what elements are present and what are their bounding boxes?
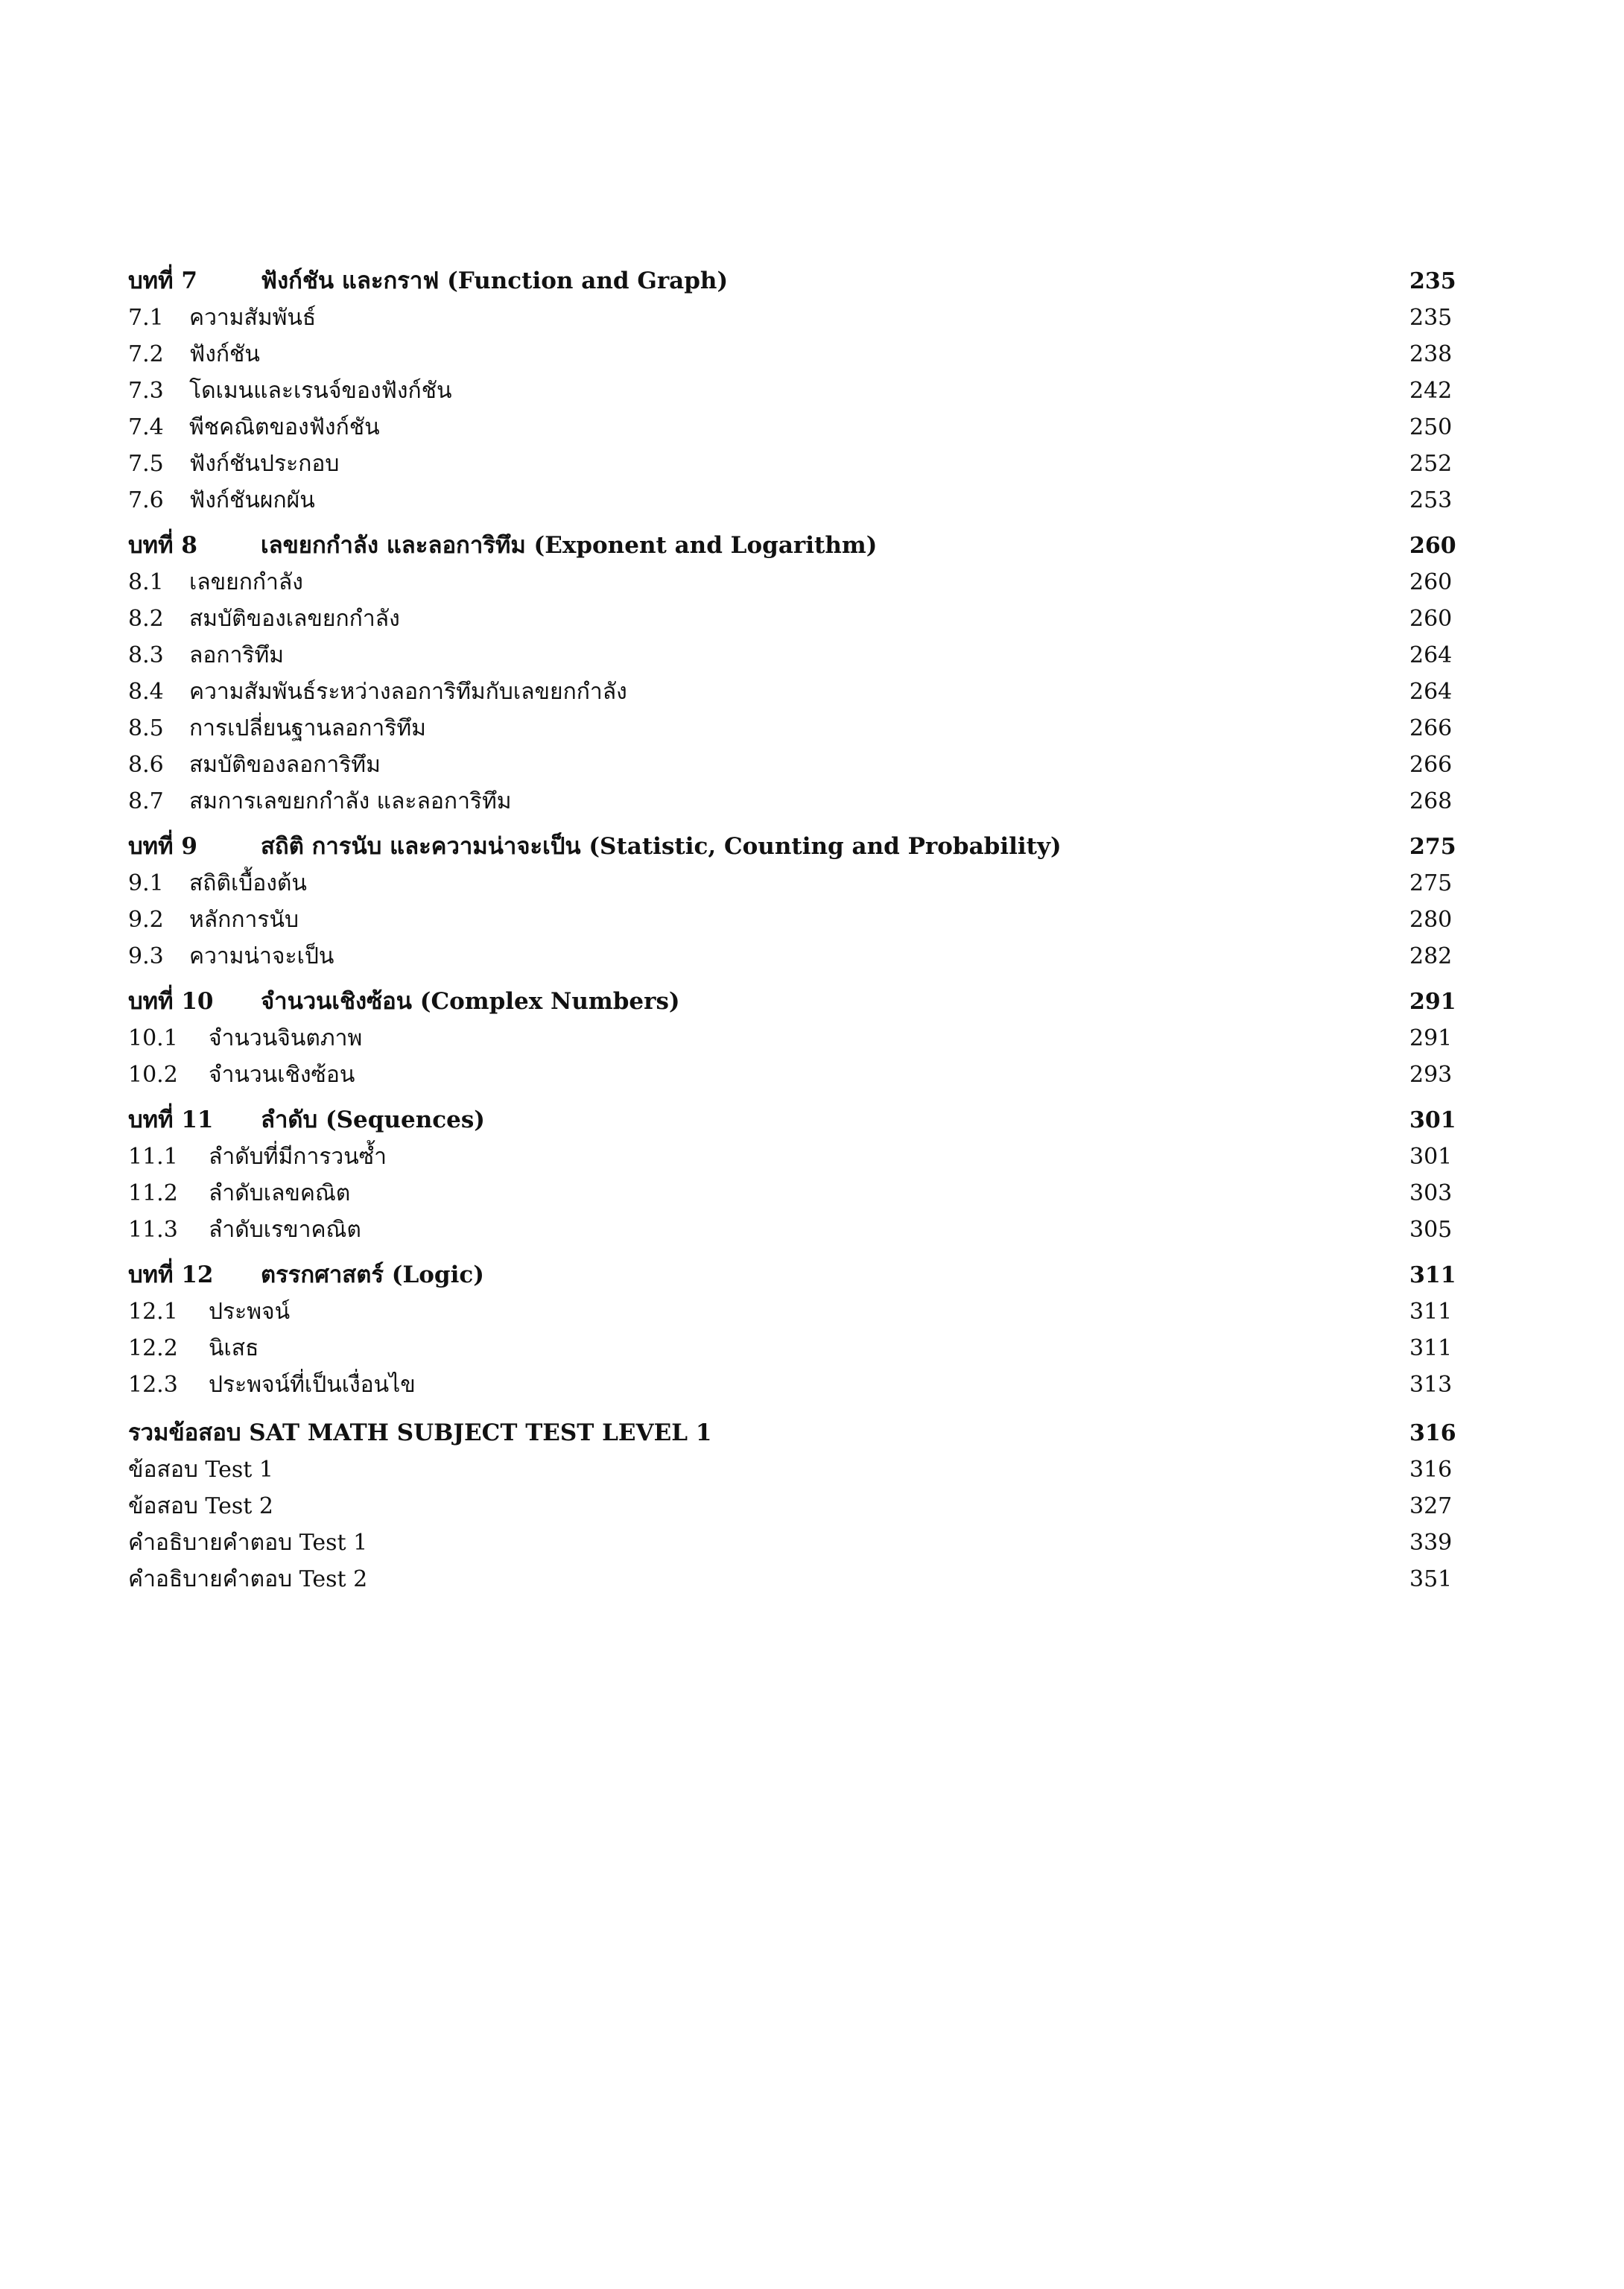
toc-entry-title: สมบัติของลอการิทึม [189,752,381,778]
toc-entry-label [128,1064,1409,1086]
toc-chapter-row[interactable] [128,1261,1499,1288]
toc-entry-title: สถิติเบื้องต้น [189,870,307,896]
toc-entry-title: ประพจน์ [209,1299,291,1325]
toc-entry-number: บทที่ 10 [128,988,214,1015]
toc-entry-number: 7.6 [128,487,164,513]
toc-entry-title: ข้อสอบ Test 2 [128,1493,273,1519]
toc-entry-title: สถิติ การนับ และความน่าจะเป็น (Statistic, Counting and Probability) [261,833,1062,860]
toc-entry-number: 12.1 [128,1299,178,1325]
toc-entry-label [128,1459,1409,1481]
toc-section-row[interactable] [128,1025,1499,1051]
toc-chapter-row[interactable] [128,267,1499,294]
toc-entry-page-number: 266 [1409,752,1453,778]
toc-entry-page-number: 260 [1409,533,1456,559]
toc-plain-row[interactable] [128,1568,1499,1591]
toc-entry-title: คำอธิบายคำตอบ Test 1 [128,1530,368,1556]
toc-entry-label [128,307,1409,329]
toc-entry-number: 11.2 [128,1180,178,1206]
toc-entry-page-number: 301 [1409,1144,1453,1170]
toc-entry-number: 10.2 [128,1062,178,1088]
toc-entry-title: ตรรกศาสตร์ (Logic) [261,1261,484,1288]
toc-entry-page-number: 280 [1409,907,1453,933]
toc-entry-page-number: 311 [1409,1299,1453,1325]
toc-entry-label [128,1419,1409,1446]
toc-entry-number: 12.2 [128,1335,178,1361]
toc-entry-number: 8.2 [128,606,164,632]
toc-chapter-row[interactable] [128,1106,1499,1133]
toc-entry-label [128,870,1409,896]
toc-entry-page-number: 339 [1409,1530,1453,1556]
toc-section-row[interactable] [128,715,1499,741]
toc-entry-page-number: 313 [1409,1372,1453,1398]
toc-section-row[interactable] [128,943,1499,969]
toc-entry-title: จำนวนเชิงซ้อน [209,1062,355,1088]
toc-entry-number: 8.1 [128,569,164,595]
toc-section-row[interactable] [128,414,1499,440]
toc-entry-number: 10.1 [128,1025,178,1051]
toc-entry-page-number: 268 [1409,788,1453,814]
toc-entry-label [128,909,1409,931]
toc-entry-label [128,1146,1409,1168]
toc-entry-title: ความน่าจะเป็น [189,943,334,969]
toc-entry-number: 12.3 [128,1372,178,1398]
toc-entry-number: บทที่ 8 [128,532,197,559]
toc-entry-label [128,1568,1409,1591]
toc-entry-page-number: 253 [1409,487,1453,513]
toc-section-row[interactable] [128,1219,1499,1241]
toc-entry-title: ฟังก์ชันประกอบ [189,451,340,477]
toc-entry-label [128,534,1409,557]
toc-entry-label [128,380,1409,402]
toc-entry-label [128,569,1409,595]
toc-entry-page-number: 252 [1409,451,1453,477]
toc-entry-label [128,453,1409,475]
toc-section-row[interactable] [128,1337,1499,1360]
table-of-contents [128,267,1499,1592]
toc-entry-label [128,1532,1409,1554]
toc-entry-title: จำนวนเชิงซ้อน (Complex Numbers) [261,988,680,1015]
toc-entry-number: 9.2 [128,907,164,933]
toc-entry-title: ความสัมพันธ์ [189,305,317,331]
toc-entry-title: นิเสธ [209,1335,259,1361]
toc-entry-title: โดเมนและเรนจ์ของฟังก์ชัน [189,378,452,404]
toc-entry-number: 8.3 [128,642,164,668]
toc-entry-title: พีชคณิตของฟังก์ชัน [189,414,380,440]
toc-section-row[interactable] [128,307,1499,329]
toc-section-row[interactable] [128,642,1499,668]
toc-section-row[interactable] [128,343,1499,366]
toc-section-row[interactable] [128,453,1499,475]
toc-entry-label [128,1261,1409,1288]
toc-entry-page-number: 291 [1409,989,1456,1015]
toc-entry-title: สมการเลขยกกำลัง และลอการิทึม [189,788,512,814]
toc-entry-page-number: 260 [1409,569,1453,595]
toc-entry-page-number: 242 [1409,378,1453,404]
toc-plain-row[interactable] [128,1459,1499,1481]
toc-section-row[interactable] [128,754,1499,776]
toc-chapter-row[interactable] [128,835,1499,858]
toc-section-row[interactable] [128,1301,1499,1323]
toc-entry-number: บทที่ 11 [128,1106,214,1133]
toc-entry-number: 9.1 [128,870,164,896]
toc-plain-row[interactable] [128,1495,1499,1518]
toc-section-row[interactable] [128,1146,1499,1168]
toc-entry-page-number: 291 [1409,1025,1453,1051]
toc-entry-page-number: 264 [1409,642,1453,668]
toc-entry-title: ลำดับเลขคณิต [209,1180,351,1206]
toc-entry-number: 7.2 [128,341,164,367]
toc-entry-title: ลำดับ (Sequences) [261,1106,485,1133]
toc-entry-label [128,1219,1409,1241]
toc-entry-title: ลอการิทึม [189,642,285,668]
toc-entry-page-number: 266 [1409,715,1453,741]
toc-entry-title: คำอธิบายคำตอบ Test 2 [128,1566,368,1592]
toc-entry-label [128,642,1409,668]
toc-entry-page-number: 301 [1409,1107,1456,1133]
toc-entry-number: บทที่ 7 [128,267,197,294]
toc-entry-title: ลำดับที่มีการวนซ้ำ [209,1144,387,1170]
toc-entry-number: 11.3 [128,1217,178,1243]
toc-entry-number: 7.4 [128,414,164,440]
toc-entry-number: บทที่ 12 [128,1261,214,1288]
toc-entry-title: สมบัติของเลขยกกำลัง [189,606,400,632]
toc-entry-page-number: 238 [1409,341,1453,367]
toc-entry-label [128,943,1409,969]
toc-entry-label [128,1025,1409,1051]
toc-entry-page-number: 311 [1409,1262,1456,1288]
toc-chapter-row[interactable] [128,534,1499,557]
toc-section-row[interactable] [128,1180,1499,1206]
toc-entry-page-number: 260 [1409,606,1453,632]
toc-appendix-row[interactable] [128,1419,1499,1446]
toc-entry-title: จำนวนจินตภาพ [209,1025,363,1051]
toc-entry-label [128,754,1409,776]
toc-entry-page-number: 235 [1409,305,1453,331]
toc-entry-title: ฟังก์ชัน [189,341,260,367]
toc-entry-page-number: 250 [1409,414,1453,440]
toc-entry-label [128,267,1409,294]
toc-plain-row[interactable] [128,1532,1499,1554]
toc-entry-label [128,487,1409,513]
toc-entry-title: ลำดับเรขาคณิต [209,1217,361,1243]
toc-entry-page-number: 303 [1409,1180,1453,1206]
toc-entry-number: 7.3 [128,378,164,404]
toc-section-row[interactable] [128,1064,1499,1086]
toc-entry-title: ความสัมพันธ์ระหว่างลอการิทึมกับเลขยกกำลัง [189,679,627,705]
toc-entry-label [128,1495,1409,1518]
toc-section-row[interactable] [128,909,1499,931]
toc-entry-title: เลขยกกำลัง และลอการิทึม (Exponent and Logarithm) [261,532,878,559]
toc-entry-label [128,608,1409,630]
toc-entry-page-number: 282 [1409,943,1453,969]
toc-entry-label [128,681,1409,703]
toc-entry-page-number: 275 [1409,870,1453,896]
toc-entry-number: 7.5 [128,451,164,477]
toc-entry-label [128,788,1409,814]
toc-entry-label [128,835,1409,858]
toc-entry-page-number: 293 [1409,1062,1453,1088]
toc-entry-number: 8.5 [128,715,164,741]
toc-entry-label [128,1374,1409,1396]
toc-entry-title: เลขยกกำลัง [189,569,303,595]
toc-entry-title: การเปลี่ยนฐานลอการิทึม [189,715,426,741]
toc-entry-label [128,1180,1409,1206]
toc-entry-label [128,1337,1409,1360]
toc-entry-number: 9.3 [128,943,164,969]
toc-entry-page-number: 305 [1409,1217,1453,1243]
toc-entry-number: บทที่ 9 [128,833,197,860]
toc-section-row[interactable] [128,681,1499,703]
toc-entry-page-number: 311 [1409,1335,1453,1361]
toc-chapter-row[interactable] [128,990,1499,1013]
toc-section-row[interactable] [128,870,1499,896]
toc-entry-label [128,414,1409,440]
toc-section-row[interactable] [128,487,1499,513]
toc-entry-title: ข้อสอบ Test 1 [128,1457,273,1483]
toc-entry-page-number: 264 [1409,679,1453,705]
toc-entry-number: 7.1 [128,305,164,331]
toc-entry-number: 8.4 [128,679,164,705]
toc-entry-page-number: 275 [1409,834,1456,860]
toc-entry-page-number: 351 [1409,1566,1453,1592]
toc-entry-page-number: 235 [1409,268,1456,294]
toc-entry-number: 11.1 [128,1144,178,1170]
toc-entry-page-number: 316 [1409,1457,1453,1483]
toc-entry-label [128,1106,1409,1133]
toc-entry-label [128,343,1409,366]
toc-entry-number: 8.7 [128,788,164,814]
toc-entry-title: หลักการนับ [189,907,299,933]
toc-entry-title: ประพจน์ที่เป็นเงื่อนไข [209,1372,416,1398]
toc-entry-number: 8.6 [128,752,164,778]
toc-section-row[interactable] [128,569,1499,595]
toc-entry-title: ฟังก์ชันผกผัน [189,487,315,513]
toc-entry-label [128,1301,1409,1323]
toc-section-row[interactable] [128,608,1499,630]
toc-section-row[interactable] [128,1374,1499,1396]
toc-section-row[interactable] [128,380,1499,402]
toc-entry-page-number: 316 [1409,1420,1456,1446]
toc-entry-label [128,990,1409,1013]
toc-section-row[interactable] [128,788,1499,814]
toc-entry-title: รวมข้อสอบ SAT MATH SUBJECT TEST LEVEL 1 [128,1419,712,1446]
toc-entry-title: ฟังก์ชัน และกราฟ (Function and Graph) [261,267,729,294]
toc-entry-page-number: 327 [1409,1493,1453,1519]
toc-entry-label [128,715,1409,741]
